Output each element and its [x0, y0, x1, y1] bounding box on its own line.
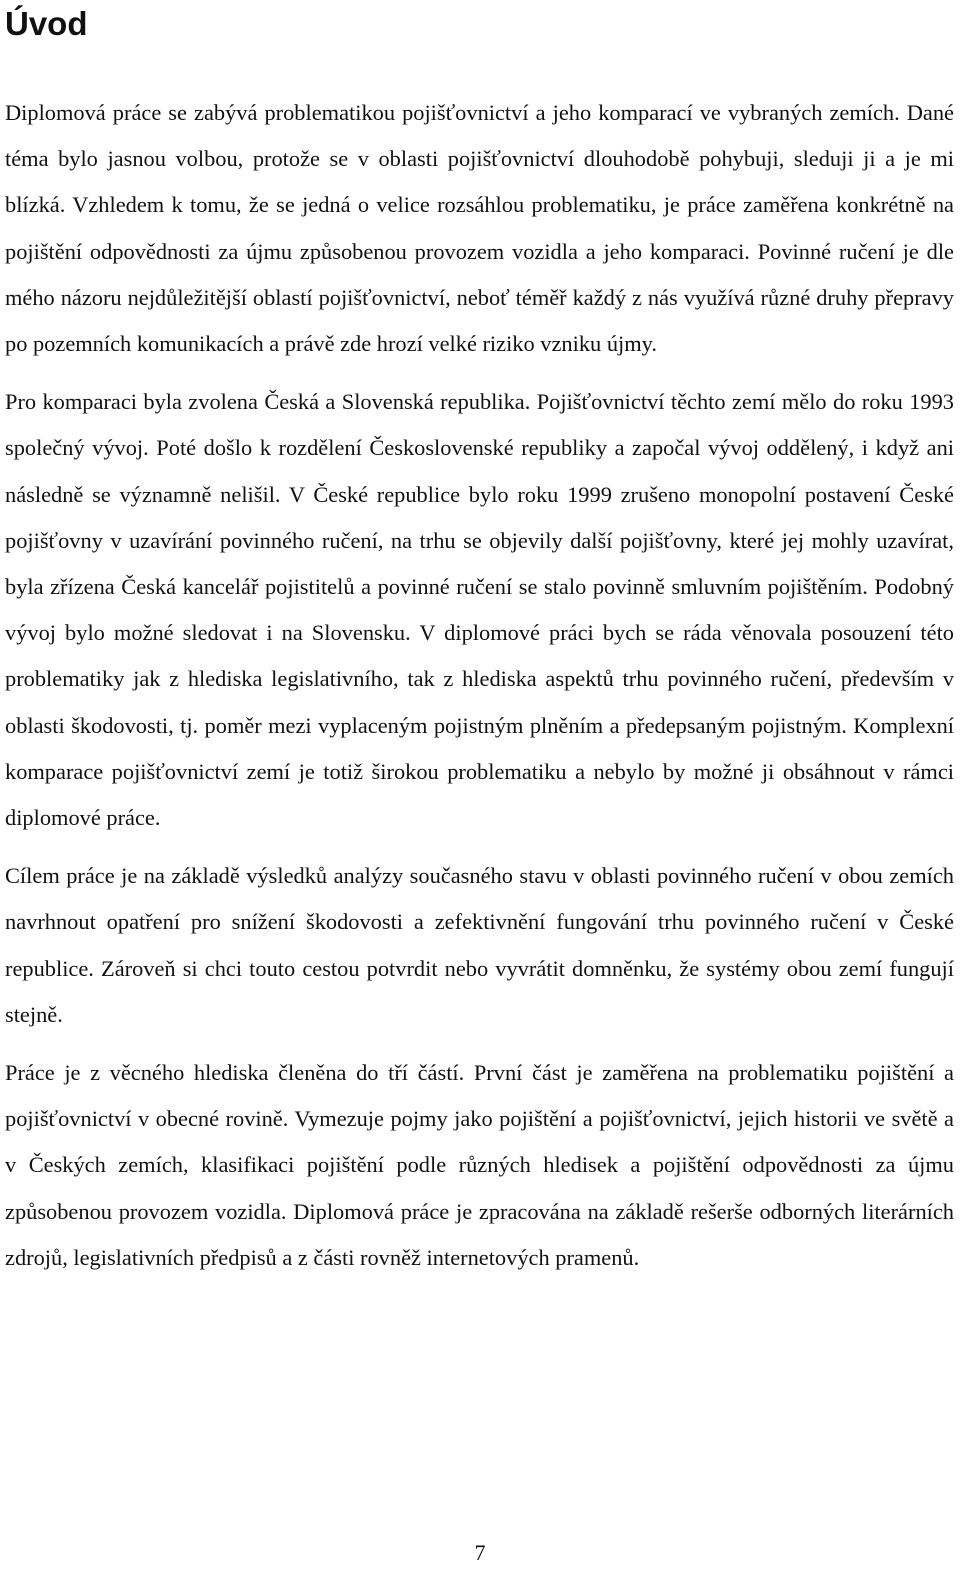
page-number: 7	[474, 1540, 486, 1565]
document-body	[5, 90, 954, 1293]
paragraph-structure: Práce je z věcného hlediska členěna do tří částí. První část je zaměřena na problematiku pojištění a pojišťovnictví v obecné rovině. Vymezuje pojmy jako pojištění a pojišťovnictví, jejich historii ve světě a v Českých zemích, klasifikaci pojištění podle různých hledisek a pojištění odpovědnosti za újmu způsobenou provozem vozidla. Diplomová práce je zpracována na základě rešerše odborných literárních zdrojů, legislativních předpisů a z části rovněž internetových pramenů.	[5, 1060, 954, 1270]
paragraph-goal: Cílem práce je na základě výsledků analýzy současného stavu v oblasti povinného ručení v obou zemích navrhnout opatření pro snížení škodovosti a zefektivnění fungování trhu povinného ručení v České republice. Zároveň si chci touto cestou potvrdit nebo vyvrátit domněnku, že systémy obou zemí fungují stejně.	[5, 863, 954, 1027]
paragraph-comparison: Pro komparaci byla zvolena Česká a Slovenská republika. Pojišťovnictví těchto zemí mělo do roku 1993 společný vývoj. Poté došlo k rozdělení Československé republiky a započal vývoj oddělený, i když ani následně se významně nelišil. V České republice bylo roku 1999 zrušeno monopolní postavení České pojišťovny v uzavírání povinného ručení, na trhu se objevily další pojišťovny, které jej mohly uzavírat, byla zřízena Česká kancelář pojistitelů a povinné ručení se stalo povinně smluvním pojištěním. Podobný vývoj bylo možné sledovat i na Slovensku. V diplomové práci bych se ráda věnovala posouzení této problematiky jak z hlediska legislativního, tak z hlediska aspektů trhu povinného ručení, především v oblasti škodovosti, tj. poměr mezi vyplaceným pojistným plněním a předepsaným pojistným. Komplexní komparace pojišťovnictví zemí je totiž širokou problematiku a nebylo by možné ji obsáhnout v rámci diplomové práce.	[5, 389, 954, 831]
paragraph-intro: Diplomová práce se zabývá problematikou pojišťovnictví a jeho komparací ve vybraných zemích. Dané téma bylo jasnou volbou, protože se v oblasti pojišťovnictví dlouhodobě pohybuji, sleduji ji a je mi blízká. Vzhledem k tomu, že se jedná o velice rozsáhlou problematiku, je práce zaměřena konkrétně na pojištění odpovědnosti za újmu způsobenou provozem vozidla a jeho komparaci. Povinné ručení je dle mého názoru nejdůležitější oblastí pojišťovnictví, neboť téměř každý z nás využívá různé druhy přepravy po pozemních komunikacích a právě zde hrozí velké riziko vzniku újmy.	[5, 100, 954, 357]
page-title: Úvod	[5, 5, 88, 42]
